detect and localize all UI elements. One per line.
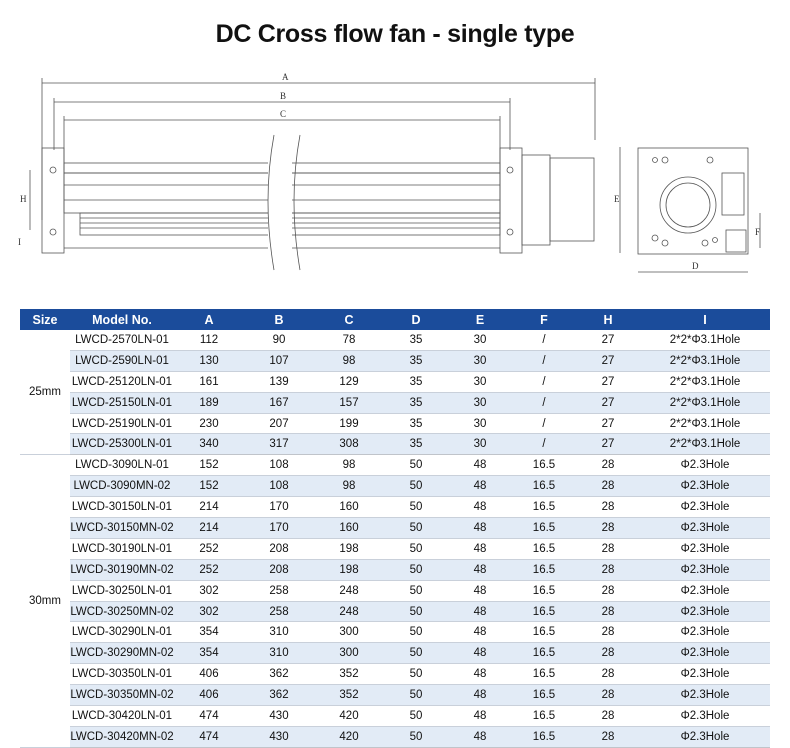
value-cell-f: 16.5 (512, 497, 576, 518)
dim-label-f: F (755, 227, 761, 237)
table-row (20, 538, 770, 559)
value-cell-d: 50 (384, 726, 448, 747)
value-cell-f: / (512, 434, 576, 455)
column-header-f: F (512, 309, 576, 330)
table-row (20, 330, 770, 350)
table-row (20, 455, 770, 476)
dim-label-b: B (280, 91, 287, 101)
value-cell-b: 430 (244, 726, 314, 747)
size-cell: 25mm (20, 330, 70, 455)
value-cell-c: 98 (314, 350, 384, 371)
value-cell-i: 2*2*Φ3.1Hole (640, 434, 770, 455)
model-cell: LWCD-25300LN-01 (70, 434, 174, 455)
value-cell-f: 16.5 (512, 518, 576, 539)
value-cell-h: 28 (576, 643, 640, 664)
value-cell-i: Φ2.3Hole (640, 706, 770, 727)
value-cell-a: 252 (174, 538, 244, 559)
value-cell-b: 310 (244, 622, 314, 643)
value-cell-a: 474 (174, 706, 244, 727)
table-row (20, 601, 770, 622)
model-cell: LWCD-30190MN-02 (70, 559, 174, 580)
model-cell: LWCD-30350LN-01 (70, 664, 174, 685)
value-cell-f: 16.5 (512, 559, 576, 580)
value-cell-d: 50 (384, 643, 448, 664)
model-cell: LWCD-30250MN-02 (70, 601, 174, 622)
value-cell-b: 208 (244, 559, 314, 580)
value-cell-i: Φ2.3Hole (640, 622, 770, 643)
spec-table (20, 309, 770, 748)
value-cell-h: 28 (576, 706, 640, 727)
value-cell-d: 50 (384, 455, 448, 476)
value-cell-d: 50 (384, 685, 448, 706)
value-cell-e: 48 (448, 643, 512, 664)
dim-label-i: I (18, 237, 21, 247)
column-header-size: Size (20, 309, 70, 330)
dim-label-a: A (282, 72, 289, 82)
value-cell-d: 50 (384, 601, 448, 622)
value-cell-i: 2*2*Φ3.1Hole (640, 330, 770, 350)
table-row (20, 518, 770, 539)
value-cell-a: 340 (174, 434, 244, 455)
value-cell-i: Φ2.3Hole (640, 664, 770, 685)
column-header-a: A (174, 309, 244, 330)
value-cell-a: 302 (174, 580, 244, 601)
table-header-row (20, 309, 770, 330)
value-cell-e: 48 (448, 726, 512, 747)
column-header-h: H (576, 309, 640, 330)
table-row (20, 559, 770, 580)
model-cell: LWCD-30350MN-02 (70, 685, 174, 706)
value-cell-f: 16.5 (512, 685, 576, 706)
value-cell-a: 214 (174, 497, 244, 518)
table-row (20, 434, 770, 455)
value-cell-a: 130 (174, 350, 244, 371)
value-cell-b: 107 (244, 350, 314, 371)
value-cell-f: 16.5 (512, 622, 576, 643)
value-cell-f: / (512, 330, 576, 350)
value-cell-c: 352 (314, 685, 384, 706)
value-cell-h: 27 (576, 350, 640, 371)
value-cell-d: 50 (384, 559, 448, 580)
value-cell-d: 35 (384, 434, 448, 455)
value-cell-a: 354 (174, 643, 244, 664)
value-cell-a: 406 (174, 664, 244, 685)
page-title: DC Cross flow fan - single type (215, 20, 575, 48)
value-cell-i: Φ2.3Hole (640, 538, 770, 559)
model-cell: LWCD-30250LN-01 (70, 580, 174, 601)
table-row (20, 622, 770, 643)
value-cell-e: 30 (448, 413, 512, 434)
value-cell-i: Φ2.3Hole (640, 559, 770, 580)
value-cell-i: Φ2.3Hole (640, 685, 770, 706)
value-cell-a: 112 (174, 330, 244, 350)
model-cell: LWCD-3090LN-01 (70, 455, 174, 476)
value-cell-i: 2*2*Φ3.1Hole (640, 371, 770, 392)
value-cell-e: 30 (448, 371, 512, 392)
value-cell-c: 248 (314, 580, 384, 601)
model-cell: LWCD-25120LN-01 (70, 371, 174, 392)
value-cell-f: 16.5 (512, 538, 576, 559)
value-cell-h: 28 (576, 538, 640, 559)
value-cell-c: 98 (314, 455, 384, 476)
value-cell-c: 198 (314, 538, 384, 559)
dim-label-h: H (20, 194, 27, 204)
fan-end-view (638, 148, 748, 254)
value-cell-a: 161 (174, 371, 244, 392)
value-cell-d: 35 (384, 392, 448, 413)
value-cell-d: 50 (384, 706, 448, 727)
dimension-lines (30, 78, 760, 272)
value-cell-c: 300 (314, 622, 384, 643)
fan-dimension-drawing (0, 60, 790, 290)
value-cell-d: 35 (384, 350, 448, 371)
model-cell: LWCD-25190LN-01 (70, 413, 174, 434)
value-cell-f: / (512, 350, 576, 371)
value-cell-h: 28 (576, 622, 640, 643)
value-cell-i: Φ2.3Hole (640, 643, 770, 664)
value-cell-c: 98 (314, 476, 384, 497)
model-cell: LWCD-2590LN-01 (70, 350, 174, 371)
value-cell-f: 16.5 (512, 706, 576, 727)
value-cell-h: 28 (576, 518, 640, 539)
table-row (20, 726, 770, 747)
value-cell-c: 78 (314, 330, 384, 350)
model-cell: LWCD-30420LN-01 (70, 706, 174, 727)
value-cell-b: 167 (244, 392, 314, 413)
value-cell-e: 48 (448, 538, 512, 559)
value-cell-h: 27 (576, 434, 640, 455)
value-cell-b: 362 (244, 685, 314, 706)
column-header-b: B (244, 309, 314, 330)
value-cell-e: 48 (448, 664, 512, 685)
value-cell-h: 28 (576, 726, 640, 747)
value-cell-f: 16.5 (512, 476, 576, 497)
model-cell: LWCD-30290LN-01 (70, 622, 174, 643)
value-cell-b: 258 (244, 601, 314, 622)
value-cell-e: 48 (448, 455, 512, 476)
value-cell-c: 160 (314, 518, 384, 539)
value-cell-d: 50 (384, 476, 448, 497)
table-row (20, 371, 770, 392)
dim-label-e: E (614, 194, 620, 204)
value-cell-a: 354 (174, 622, 244, 643)
value-cell-e: 30 (448, 330, 512, 350)
column-header-d: D (384, 309, 448, 330)
value-cell-a: 214 (174, 518, 244, 539)
value-cell-h: 28 (576, 601, 640, 622)
value-cell-i: Φ2.3Hole (640, 455, 770, 476)
size-cell: 30mm (20, 455, 70, 747)
value-cell-d: 50 (384, 538, 448, 559)
value-cell-e: 30 (448, 350, 512, 371)
model-cell: LWCD-25150LN-01 (70, 392, 174, 413)
value-cell-f: 16.5 (512, 580, 576, 601)
value-cell-i: Φ2.3Hole (640, 518, 770, 539)
value-cell-d: 50 (384, 518, 448, 539)
value-cell-b: 258 (244, 580, 314, 601)
table-row (20, 350, 770, 371)
value-cell-c: 308 (314, 434, 384, 455)
value-cell-d: 35 (384, 371, 448, 392)
value-cell-d: 50 (384, 622, 448, 643)
value-cell-e: 48 (448, 497, 512, 518)
value-cell-i: Φ2.3Hole (640, 476, 770, 497)
model-cell: LWCD-30190LN-01 (70, 538, 174, 559)
value-cell-b: 207 (244, 413, 314, 434)
column-header-i: I (640, 309, 770, 330)
value-cell-f: / (512, 413, 576, 434)
table-row (20, 685, 770, 706)
value-cell-c: 160 (314, 497, 384, 518)
value-cell-c: 420 (314, 706, 384, 727)
value-cell-e: 48 (448, 706, 512, 727)
table-row (20, 643, 770, 664)
value-cell-h: 27 (576, 330, 640, 350)
model-cell: LWCD-30420MN-02 (70, 726, 174, 747)
value-cell-f: 16.5 (512, 601, 576, 622)
value-cell-h: 27 (576, 371, 640, 392)
model-cell: LWCD-30150MN-02 (70, 518, 174, 539)
value-cell-e: 48 (448, 601, 512, 622)
table-row (20, 580, 770, 601)
value-cell-i: 2*2*Φ3.1Hole (640, 350, 770, 371)
model-cell: LWCD-3090MN-02 (70, 476, 174, 497)
value-cell-i: 2*2*Φ3.1Hole (640, 413, 770, 434)
value-cell-d: 50 (384, 580, 448, 601)
column-header-c: C (314, 309, 384, 330)
model-cell: LWCD-30290MN-02 (70, 643, 174, 664)
value-cell-i: Φ2.3Hole (640, 726, 770, 747)
value-cell-e: 48 (448, 559, 512, 580)
value-cell-f: 16.5 (512, 726, 576, 747)
value-cell-i: Φ2.3Hole (640, 601, 770, 622)
value-cell-i: Φ2.3Hole (640, 497, 770, 518)
value-cell-f: 16.5 (512, 643, 576, 664)
value-cell-c: 129 (314, 371, 384, 392)
table-row (20, 497, 770, 518)
table-row (20, 413, 770, 434)
table-row (20, 476, 770, 497)
model-cell: LWCD-2570LN-01 (70, 330, 174, 350)
value-cell-d: 50 (384, 664, 448, 685)
value-cell-e: 48 (448, 622, 512, 643)
value-cell-h: 28 (576, 580, 640, 601)
value-cell-a: 252 (174, 559, 244, 580)
dim-label-c: C (280, 109, 287, 119)
value-cell-b: 139 (244, 371, 314, 392)
value-cell-c: 199 (314, 413, 384, 434)
value-cell-a: 189 (174, 392, 244, 413)
value-cell-h: 28 (576, 664, 640, 685)
value-cell-a: 230 (174, 413, 244, 434)
value-cell-f: 16.5 (512, 664, 576, 685)
value-cell-d: 50 (384, 497, 448, 518)
value-cell-h: 28 (576, 497, 640, 518)
table-row (20, 664, 770, 685)
value-cell-c: 248 (314, 601, 384, 622)
value-cell-e: 48 (448, 580, 512, 601)
value-cell-a: 474 (174, 726, 244, 747)
value-cell-a: 152 (174, 476, 244, 497)
value-cell-c: 198 (314, 559, 384, 580)
value-cell-e: 48 (448, 518, 512, 539)
value-cell-c: 300 (314, 643, 384, 664)
value-cell-b: 208 (244, 538, 314, 559)
value-cell-f: / (512, 371, 576, 392)
value-cell-e: 30 (448, 392, 512, 413)
value-cell-e: 30 (448, 434, 512, 455)
value-cell-h: 28 (576, 476, 640, 497)
value-cell-b: 108 (244, 455, 314, 476)
value-cell-e: 48 (448, 685, 512, 706)
value-cell-c: 157 (314, 392, 384, 413)
column-header-model-no: Model No. (70, 309, 174, 330)
table-row (20, 392, 770, 413)
value-cell-d: 35 (384, 330, 448, 350)
dim-label-d: D (692, 261, 699, 271)
value-cell-b: 362 (244, 664, 314, 685)
value-cell-b: 310 (244, 643, 314, 664)
column-header-e: E (448, 309, 512, 330)
value-cell-i: 2*2*Φ3.1Hole (640, 392, 770, 413)
model-cell: LWCD-30150LN-01 (70, 497, 174, 518)
value-cell-a: 152 (174, 455, 244, 476)
value-cell-h: 28 (576, 685, 640, 706)
value-cell-b: 430 (244, 706, 314, 727)
value-cell-f: / (512, 392, 576, 413)
fan-side-view (42, 135, 594, 270)
value-cell-h: 28 (576, 559, 640, 580)
table-row (20, 706, 770, 727)
value-cell-i: Φ2.3Hole (640, 580, 770, 601)
value-cell-b: 90 (244, 330, 314, 350)
value-cell-b: 170 (244, 518, 314, 539)
value-cell-b: 108 (244, 476, 314, 497)
value-cell-a: 406 (174, 685, 244, 706)
value-cell-h: 28 (576, 455, 640, 476)
value-cell-b: 170 (244, 497, 314, 518)
value-cell-d: 35 (384, 413, 448, 434)
value-cell-a: 302 (174, 601, 244, 622)
value-cell-b: 317 (244, 434, 314, 455)
value-cell-e: 48 (448, 476, 512, 497)
value-cell-h: 27 (576, 392, 640, 413)
value-cell-c: 352 (314, 664, 384, 685)
value-cell-c: 420 (314, 726, 384, 747)
value-cell-f: 16.5 (512, 455, 576, 476)
value-cell-h: 27 (576, 413, 640, 434)
